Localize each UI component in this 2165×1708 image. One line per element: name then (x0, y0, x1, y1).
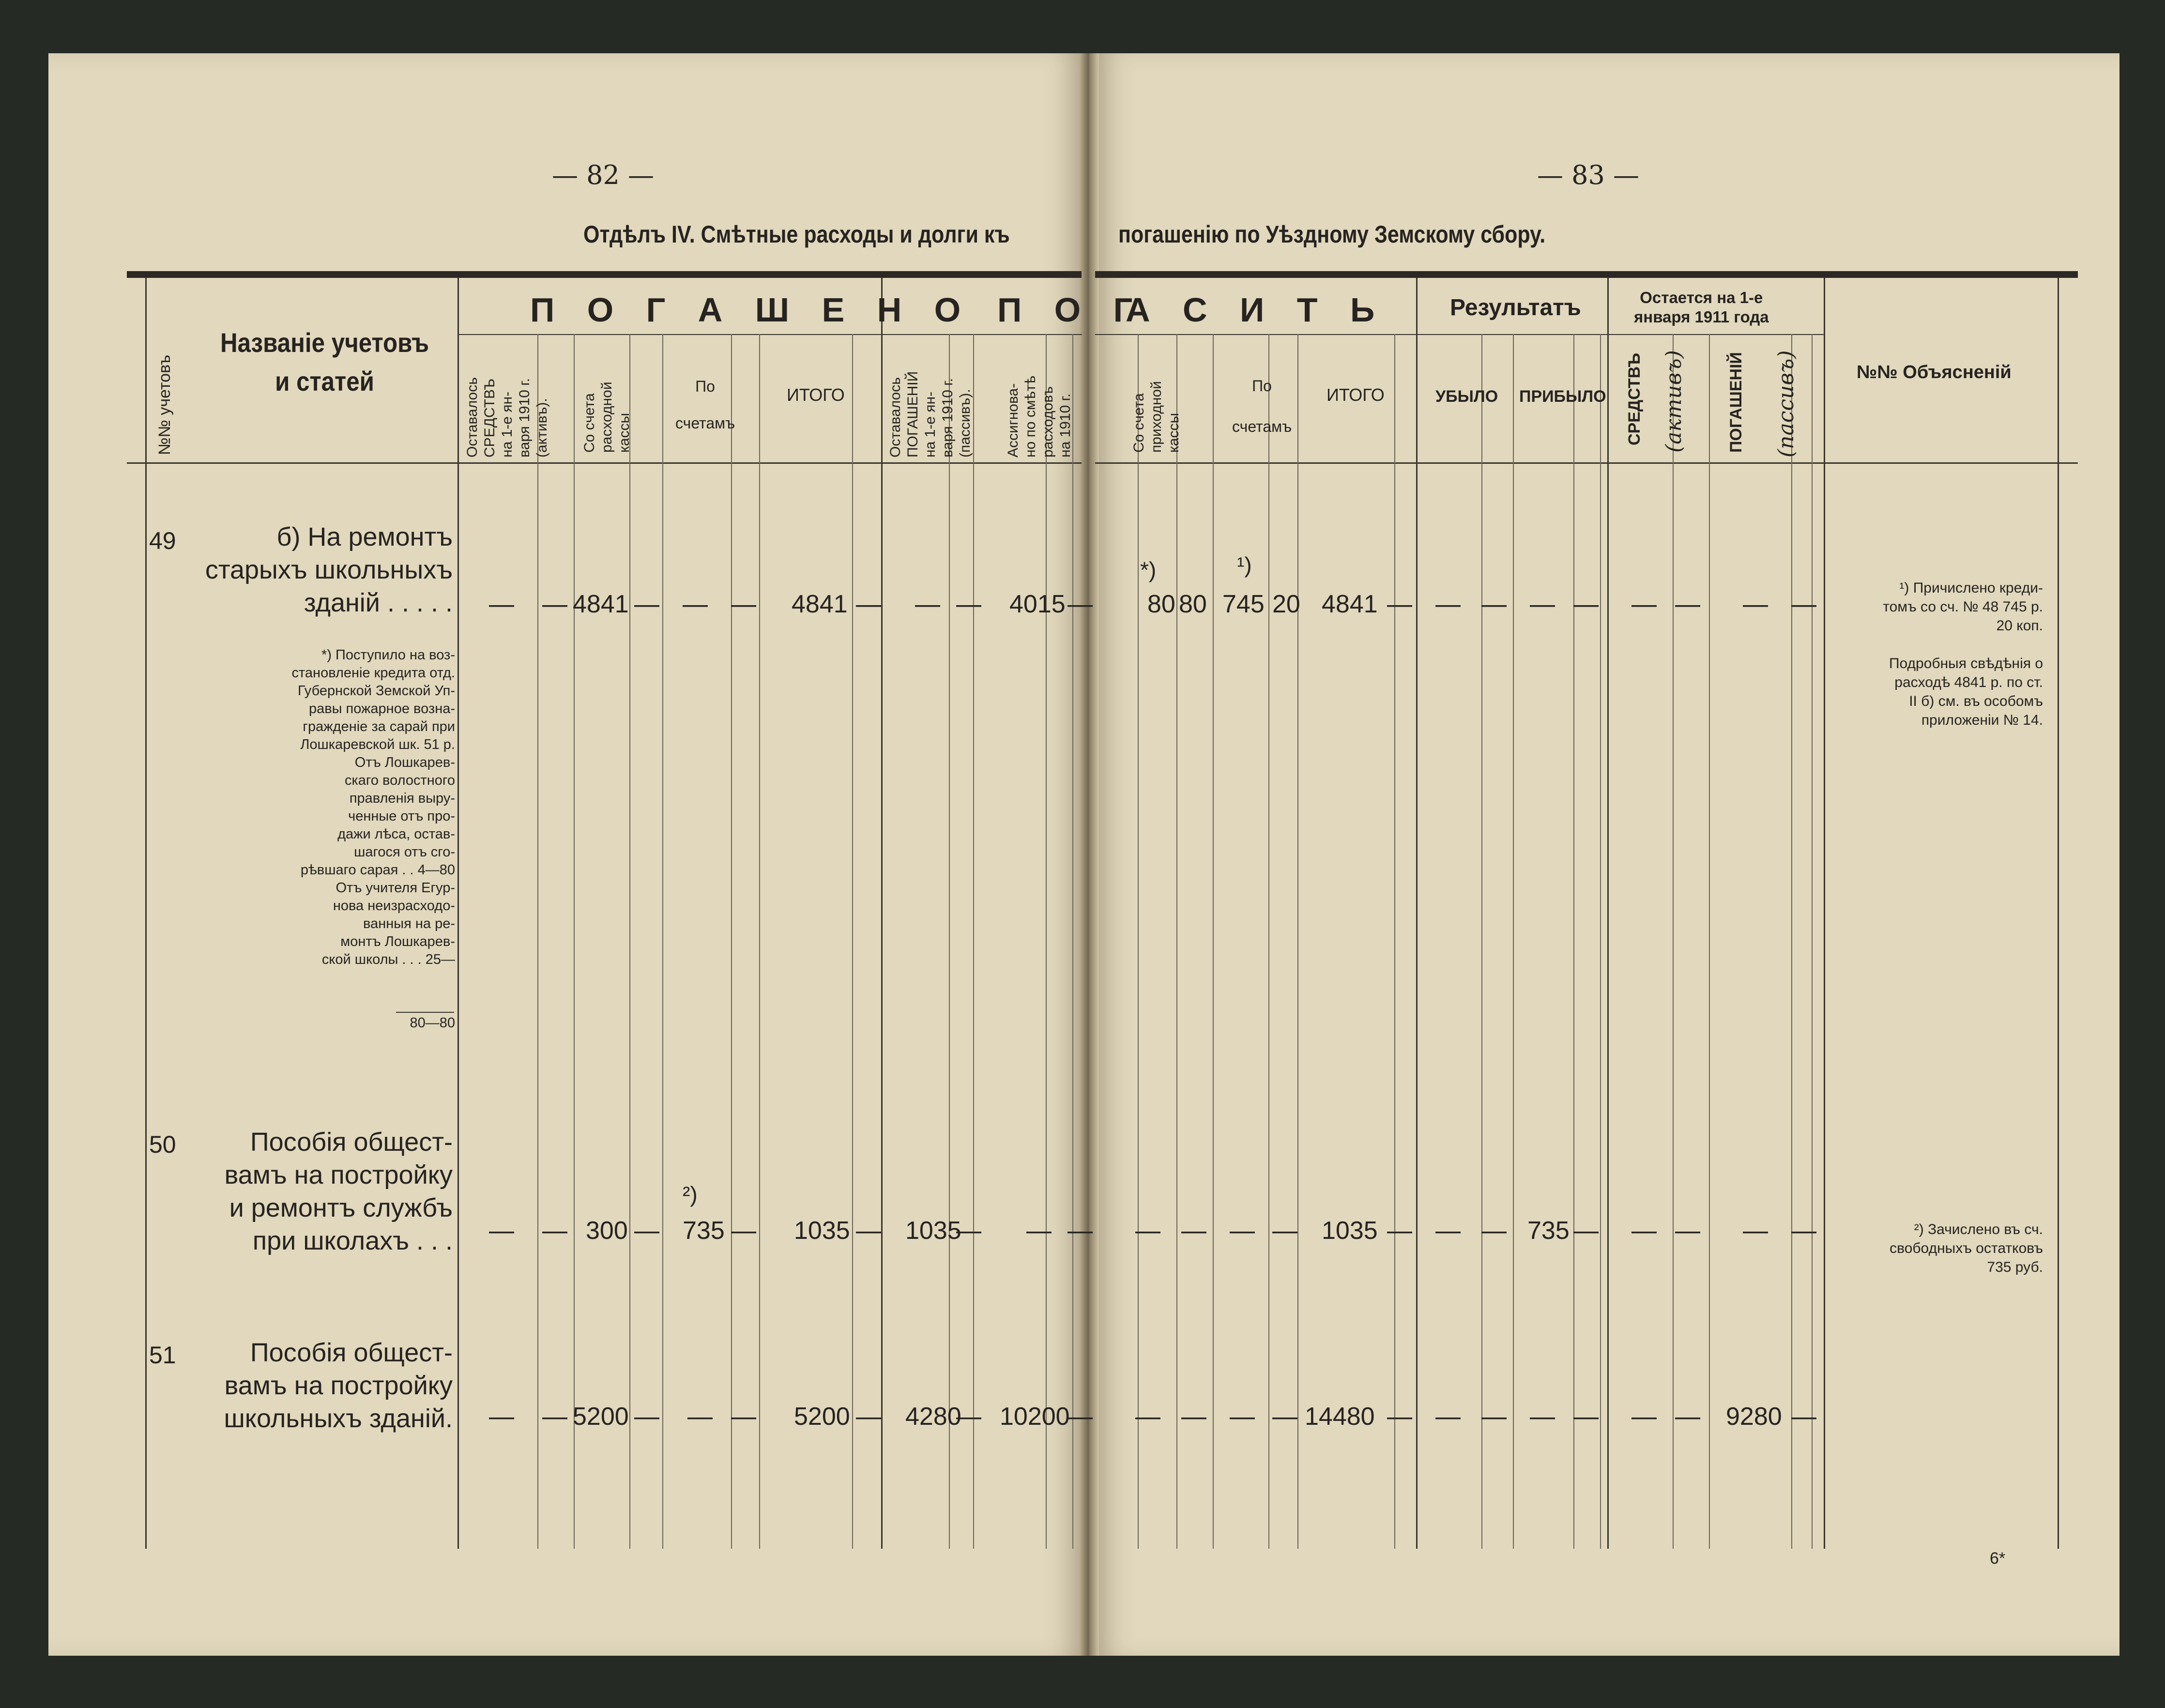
col-rule (1600, 334, 1601, 1549)
row-49-so-scheta-rashod-k: — (634, 590, 659, 618)
row-49-itogo: 4841 (792, 590, 848, 618)
row-49-num: 49 (149, 527, 176, 554)
row-49-explanation: ¹) Причислено креди- томъ со сч. № 48 745 р. 20 коп. Подробныя свѣдѣнія о расходѣ 4841 р. по ст. II б) см. въ особомъ приложеніи № 14. (1883, 580, 2043, 728)
row-51-po-schetam: — (687, 1403, 713, 1431)
row-51-pribylo-k: — (1573, 1403, 1599, 1431)
row-50-sredstv: — (489, 1217, 514, 1245)
header-passiv: (пассивъ) (1774, 350, 1799, 458)
header-sredstv: СРЕДСТВЪ (1625, 352, 1644, 445)
group-line-left (457, 334, 1082, 335)
row-49-so-scheta-prihod-k: 80 (1179, 590, 1207, 618)
row-50-so-scheta-rashod-k: — (634, 1217, 659, 1245)
row-49-assignovano: 4015 (1009, 590, 1066, 618)
row-51-itogo: 5200 (794, 1403, 850, 1431)
top-rule-right (1095, 271, 2078, 278)
row-51-so-scheta-prihod: — (1135, 1403, 1160, 1431)
row-50-itogo-k: — (856, 1217, 881, 1245)
header-ostavalos-pogash: Оставалось ПОГАШЕНІЙ на 1-е ян- варя 1910 г. (пассивъ). (887, 371, 973, 458)
row-50-ubylo-k: — (1481, 1217, 1507, 1245)
row-49-so-scheta-prihod: 80 (1147, 590, 1175, 618)
row-49-po-schetam-r: 745 (1222, 590, 1265, 618)
row-51-sredstv-k: — (542, 1403, 567, 1431)
col-rule (1481, 334, 1482, 1549)
col-rule (574, 334, 575, 1549)
header-so-scheta-rashod: Со счета расходной кассы (581, 381, 632, 453)
row-51-ubylo-k: — (1481, 1403, 1507, 1431)
col-rule (852, 334, 853, 1549)
row-51-pribylo: — (1530, 1403, 1555, 1431)
row-50-assignovano-k: — (1067, 1217, 1093, 1245)
row-49-note: *) Поступило на воз- становленіе кредита отд. Губернской Земской Уп- равы пожарное возна- гражденіе за сарай при Лошкаревской шк. 51 р. Отъ Лошкарев- скаго волостного правленія выру- ченные отъ про- дажи лѣса, остав- шагося отъ сго- рѣвшаго сарая . . 4—80 Отъ учителя Егур- нова неизрасходо- ванныя на ре- монтъ Лошкарев- ской школы . . . 25— (291, 647, 455, 967)
header-rezultat: Результатъ (1450, 295, 1581, 320)
header-bottom-line-right (1095, 462, 2078, 464)
col-rule (1138, 334, 1139, 1549)
col-rule (662, 334, 663, 1549)
row-50-sredstv: — (1631, 1217, 1657, 1245)
row-51-so-scheta-rashod: 5200 (573, 1403, 629, 1431)
row-49-pribylo: — (1530, 590, 1555, 618)
row-49-po-schetam-r-k: 20 (1272, 590, 1300, 618)
col-rule (973, 334, 974, 1549)
row-49-po-schetam: — (683, 590, 708, 618)
header-po-schetam: По счетамъ (675, 378, 735, 432)
row-51-assignovano-k: — (1067, 1403, 1093, 1431)
header-aktiv: (активъ) (1662, 350, 1686, 453)
row-49-ref1: ¹) (1237, 552, 1252, 578)
row-51-num: 51 (149, 1342, 176, 1369)
col-rule (145, 278, 147, 1549)
row-51-sredstv: — (1631, 1403, 1657, 1431)
group-line-right (1095, 334, 1824, 335)
row-50-assignovano: — (1026, 1217, 1052, 1245)
row-51-itogo-r-k: — (1387, 1403, 1412, 1431)
header-ostaetsya: Остается на 1-е января 1911 года (1634, 289, 1769, 326)
row-50-pogasheniy: — (1743, 1217, 1768, 1245)
col-rule (1791, 334, 1792, 1549)
header-assignovano: Ассигнова- но по смѣтѣ расходовъ на 1910 г. (1005, 376, 1073, 458)
row-49-sredstv-k: — (1675, 590, 1700, 618)
col-rule (629, 334, 630, 1549)
col-rule (1812, 334, 1813, 1549)
row-50-po-schetam: 735 (683, 1217, 725, 1245)
row-51-so-scheta-prihod-k: — (1181, 1403, 1206, 1431)
col-rule (1513, 334, 1514, 1549)
row-49-sredstv-k-dash: — (542, 590, 567, 618)
row-50-pribylo: 735 (1527, 1217, 1570, 1245)
row-49-ubylo-k: — (1481, 590, 1507, 618)
row-51-sredstv-k: — (1675, 1403, 1700, 1431)
row-50-ostavalos-pogash-k: — (956, 1217, 981, 1245)
col-rule (881, 278, 883, 1549)
header-num: №№ учетовъ (155, 354, 174, 455)
row-49-sredstv-dash: — (489, 590, 514, 618)
col-rule (1213, 334, 1214, 1549)
row-49-assignovano-k: — (1067, 590, 1093, 618)
header-pogasit-left: П О Г (997, 291, 1144, 329)
col-rule (1072, 334, 1073, 1549)
row-49-ostavalos-pogash-k: — (956, 590, 981, 618)
row-50-itogo-r-k: — (1387, 1217, 1412, 1245)
row-50-ref2: ²) (683, 1182, 698, 1207)
row-49-note-total: 80—80 (410, 1015, 455, 1031)
row-50-itogo-r: 1035 (1322, 1217, 1378, 1245)
row-49-itogo-r-k: — (1387, 590, 1412, 618)
row-51-so-scheta-rashod-k: — (634, 1403, 659, 1431)
running-header-right: погашенію по Уѣздному Земскому сбору. (1118, 221, 1546, 248)
running-header-left: Отдѣлъ IV. Смѣтные расходы и долги къ (583, 221, 1010, 248)
row-51-ostavalos-pogash-k: — (956, 1403, 981, 1431)
row-51-ubylo: — (1435, 1403, 1461, 1431)
row-49-pogasheniy: — (1743, 590, 1768, 618)
row-49-sredstv: — (1631, 590, 1657, 618)
col-rule (1268, 334, 1269, 1549)
header-bottom-line-left (127, 462, 1082, 464)
row-50-num: 50 (149, 1131, 176, 1158)
header-pogasheno: П О Г А Ш Е Н О (530, 291, 973, 329)
header-pogasheniy: ПОГАШЕНІЙ (1727, 352, 1745, 453)
row-51-ostavalos-pogash: 4280 (905, 1403, 961, 1431)
header-ubylo: УБЫЛО (1435, 387, 1498, 406)
row-50-sredstv-k: — (1675, 1217, 1700, 1245)
col-rule (1824, 278, 1825, 1549)
header-ostavalos-sredstv: Оставалось СРЕДСТВЪ на 1-е ян- варя 1910 г. (активъ). (464, 377, 550, 458)
row-50-ubylo: — (1435, 1217, 1461, 1245)
signature-mark: 6* (1990, 1549, 2006, 1568)
top-rule-left (127, 271, 1082, 278)
row-51-po-schetam-r-k: — (1272, 1403, 1297, 1431)
row-50-so-scheta-prihod: — (1135, 1217, 1160, 1245)
header-pogasit-right: А С И Т Ь (1126, 291, 1387, 329)
row-51-po-schetam-k: — (731, 1403, 756, 1431)
row-49-pogasheniy-k: — (1791, 590, 1816, 618)
col-rule (457, 278, 459, 1549)
col-rule (1673, 334, 1674, 1549)
col-rule (537, 334, 538, 1549)
col-rule (1416, 278, 1418, 1549)
row-50-so-scheta-rashod: 300 (586, 1217, 628, 1245)
row-50-itogo: 1035 (794, 1217, 850, 1245)
row-49-itogo-r: 4841 (1322, 590, 1378, 618)
header-explanations: №№ Объясненій (1857, 362, 2012, 382)
row-51-po-schetam-r: — (1230, 1403, 1255, 1431)
page-number-right: — 83 — (1537, 160, 1640, 190)
row-49-po-schetam-k: — (731, 590, 756, 618)
row-51-itogo-k: — (856, 1403, 881, 1431)
row-51-name: Пособія общест- вамъ на постройку школьныхъ зданій. (224, 1338, 453, 1433)
row-51-sredstv: — (489, 1403, 514, 1431)
col-rule (1394, 334, 1395, 1549)
row-49-star: *) (1140, 557, 1157, 582)
col-rule (2058, 278, 2059, 1549)
header-so-scheta-prihod: Со счета приходной кассы (1131, 381, 1182, 453)
row-50-ostavalos-pogash: 1035 (905, 1217, 961, 1245)
row-51-pogasheniy: 9280 (1726, 1403, 1782, 1431)
col-rule (731, 334, 732, 1549)
row-49-itogo-k: — (856, 590, 881, 618)
row-49-ostavalos-pogash: — (915, 590, 940, 618)
header-name: Названіе учетовъ и статей (220, 327, 429, 396)
col-rule (1297, 334, 1298, 1549)
col-rule (1046, 334, 1047, 1549)
row-50-name: Пособія общест- вамъ на постройку и ремонтъ службъ при школахъ . . . (224, 1128, 453, 1255)
header-itogo-right: ИТОГО (1326, 385, 1385, 405)
row-49-note-sum-line (396, 1012, 454, 1013)
page-number-left: — 82 — (552, 160, 655, 190)
row-50-pribylo-k: — (1573, 1217, 1599, 1245)
header-po-schetam-right: По счетамъ (1232, 377, 1292, 435)
row-50-po-schetam-r: — (1230, 1217, 1255, 1245)
header-itogo: ИТОГО (787, 385, 845, 405)
row-49-ubylo: — (1435, 590, 1461, 618)
row-49-name: б) На ремонтъ старыхъ школьныхъ зданій . . . . . (205, 522, 453, 617)
row-49-so-scheta-rashod: 4841 (573, 590, 629, 618)
row-50-explanation: ²) Зачислено въ сч. свободныхъ остатковъ 735 руб. (1890, 1221, 2043, 1275)
row-51-itogo-r: 14480 (1305, 1403, 1375, 1431)
col-rule (1709, 334, 1710, 1549)
col-rule (1607, 278, 1609, 1549)
row-50-so-scheta-prihod-k: — (1181, 1217, 1206, 1245)
row-50-po-schetam-r-k: — (1272, 1217, 1297, 1245)
row-50-sredstv-k: — (542, 1217, 567, 1245)
col-rule (1573, 334, 1574, 1549)
row-51-pogasheniy-k: — (1791, 1403, 1816, 1431)
header-pribylo: ПРИБЫЛО (1519, 387, 1606, 406)
row-50-pogasheniy-k: — (1791, 1217, 1816, 1245)
row-49-pribylo-k: — (1573, 590, 1599, 618)
col-rule (949, 334, 950, 1549)
row-51-assignovano: 10200 (1000, 1403, 1070, 1431)
row-50-po-schetam-k: — (731, 1217, 756, 1245)
col-rule (759, 334, 760, 1549)
col-rule (1176, 334, 1177, 1549)
